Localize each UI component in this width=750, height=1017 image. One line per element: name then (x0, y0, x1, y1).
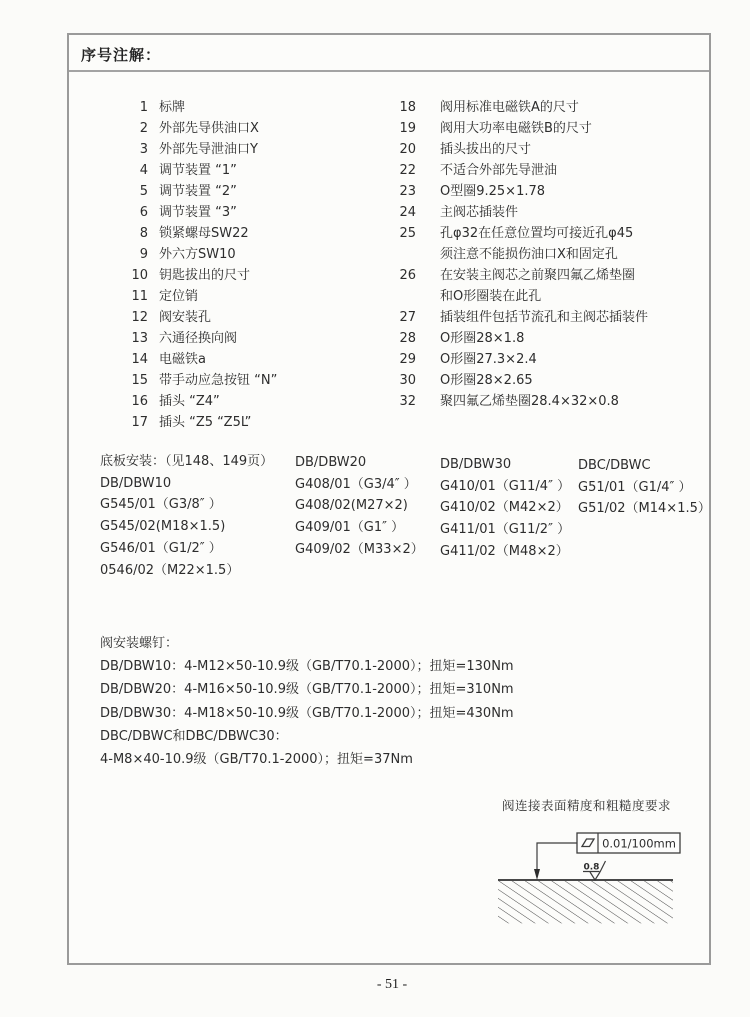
note-item (398, 118, 648, 139)
baseplate-line: G51/01（G1/4″ ） (578, 479, 692, 495)
note-text: 六通径换向阀 (159, 331, 238, 346)
note-text: 插头 “Z4” (159, 394, 220, 409)
note-item (122, 160, 277, 181)
baseplate-line: G411/01（G11/2″ ） (440, 522, 571, 538)
note-number: 3 (139, 142, 148, 157)
note-text: 不适合外部先导泄油 (440, 163, 558, 178)
note-item (122, 391, 277, 412)
note-item (398, 202, 648, 223)
note-text: 插头 “Z5 “Z5L” (159, 415, 252, 430)
baseplate-line: G546/01（G1/2″ ） (100, 540, 222, 556)
note-text: 阀用大功率电磁铁B的尺寸 (440, 121, 592, 136)
note-item (398, 160, 648, 181)
note-text: 标牌 (159, 100, 186, 115)
baseplate-line: G545/01（G3/8″ ） (100, 497, 222, 513)
note-number: 17 (131, 415, 148, 430)
screw-line: 4-M8×40-10.9级（GB/T70.1-2000）；扭矩=37Nm (100, 752, 413, 768)
leader-line (537, 843, 577, 875)
note-number: 10 (131, 268, 148, 283)
note-number: 28 (399, 331, 416, 346)
note-number: 20 (399, 142, 416, 157)
note-number: 13 (131, 331, 148, 346)
note-item (122, 139, 277, 160)
note-item (398, 139, 648, 160)
note-item (122, 349, 277, 370)
note-item (122, 265, 277, 286)
note-item (398, 286, 648, 307)
note-text: 外部先导泄油口Y (159, 142, 258, 157)
note-number: 11 (131, 289, 148, 304)
baseplate-line: G411/02（M48×2） (440, 543, 569, 559)
note-text: 带手动应急按钮 “N” (159, 373, 278, 388)
note-number: 14 (131, 352, 148, 367)
note-item (398, 97, 648, 118)
baseplate-line: 底板安装：（见148、149页） (100, 454, 274, 469)
note-number: 16 (131, 394, 148, 409)
note-text: 插装组件包括节流孔和主阀芯插装件 (440, 310, 649, 325)
note-item (122, 181, 277, 202)
note-number: 2 (139, 121, 148, 136)
screw-line: DBC/DBWC和DBC/DBWC30： (100, 728, 288, 744)
baseplate-column-db-dbw30 (440, 454, 570, 563)
note-number: 19 (399, 121, 416, 136)
note-text: 孔φ32在任意位置均可接近孔φ45 (440, 226, 634, 241)
note-number: 1 (139, 100, 148, 115)
screw-line: DB/DBW20：4-M16×50-10.9级（GB/T70.1-2000）；扭矩=310Nm (100, 682, 514, 698)
note-text: 钥匙拔出的尺寸 (159, 268, 251, 283)
note-number: 25 (399, 226, 416, 241)
surface-requirements-diagram (480, 815, 715, 930)
baseplate-column-db-dbw20 (295, 452, 424, 561)
note-number: 23 (399, 184, 416, 199)
note-text: 调节装置 “3” (159, 205, 237, 220)
note-number: 26 (399, 268, 416, 283)
note-number (398, 286, 416, 307)
note-text: 外部先导供油口X (159, 121, 259, 136)
page-title: 序号注解： (81, 46, 162, 64)
note-item (398, 328, 648, 349)
notes-right-column (398, 97, 648, 412)
note-number: 8 (139, 226, 148, 241)
flatness-tolerance-value: 0.01/100mm (602, 836, 676, 851)
screw-line: DB/DBW10：4-M12×50-10.9级（GB/T70.1-2000）；扭矩=130Nm (100, 659, 514, 675)
note-text: 主阀芯插装件 (440, 205, 519, 220)
note-text: O形圈28×2.65 (440, 373, 533, 388)
note-item (398, 223, 648, 244)
baseplate-line: G410/02（M42×2） (440, 500, 569, 516)
note-text: 调节装置 “2” (159, 184, 237, 199)
note-item (398, 244, 648, 265)
title-divider (69, 70, 709, 72)
content-frame (67, 33, 711, 965)
note-text: O型圈9.25×1.78 (440, 184, 546, 199)
hatched-surface (498, 881, 673, 924)
note-item (122, 97, 277, 118)
baseplate-line: G408/01（G3/4″ ） (295, 476, 417, 492)
note-item (398, 307, 648, 328)
screw-line: DB/DBW30：4-M18×50-10.9级（GB/T70.1-2000）；扭矩=430Nm (100, 705, 514, 721)
note-text: 须注意不能损伤油口X和固定孔 (440, 247, 618, 262)
note-number: 9 (139, 247, 148, 262)
note-text: 外六方SW10 (159, 247, 236, 262)
note-item (398, 370, 648, 391)
note-text: O形圈27.3×2.4 (440, 352, 537, 367)
baseplate-line: G410/01（G11/4″ ） (440, 478, 571, 494)
note-number: 24 (399, 205, 416, 220)
note-number: 5 (139, 184, 148, 199)
note-item (122, 412, 277, 433)
note-item (122, 244, 277, 265)
leader-arrowhead (534, 869, 540, 880)
note-text: 聚四氟乙烯垫圈28.4×32×0.8 (440, 394, 619, 409)
note-item (122, 328, 277, 349)
note-item (122, 202, 277, 223)
note-text: 调节装置 “1” (159, 163, 237, 178)
baseplate-column-dbc-dbwc (578, 455, 711, 520)
note-text: 定位销 (159, 289, 199, 304)
baseplate-line: DBC/DBWC (578, 458, 651, 473)
note-text: 锁紧螺母SW22 (159, 226, 249, 241)
baseplate-line: G545/02(M18×1.5) (100, 519, 226, 535)
note-item (122, 286, 277, 307)
note-item (398, 265, 648, 286)
note-number: 32 (399, 394, 416, 409)
note-number: 18 (399, 100, 416, 115)
note-item (122, 223, 277, 244)
note-item (398, 349, 648, 370)
note-text: 电磁铁a (159, 352, 206, 367)
page-number: - 51 - (376, 977, 408, 992)
note-item (122, 118, 277, 139)
note-number: 15 (131, 373, 148, 388)
note-text: 在安装主阀芯之前聚四氟乙烯垫圈 (440, 268, 636, 283)
note-number: 12 (131, 310, 148, 325)
note-number: 27 (399, 310, 416, 325)
diagram-title: 阀连接表面精度和粗糙度要求 (502, 798, 672, 813)
baseplate-line: G51/02（M14×1.5） (578, 501, 711, 517)
baseplate-column-db-dbw10 (100, 451, 273, 581)
note-number: 29 (399, 352, 416, 367)
note-item (122, 370, 277, 391)
screw-line: 阀安装螺钉： (100, 636, 179, 651)
note-text: 和O形圈装在此孔 (440, 289, 542, 304)
baseplate-line: G409/01（G1″ ） (295, 520, 405, 536)
note-item (122, 307, 277, 328)
note-number: 6 (139, 205, 148, 220)
note-text: 阀用标准电磁铁A的尺寸 (440, 100, 579, 115)
baseplate-line: DB/DBW10 (100, 475, 172, 491)
note-item (398, 181, 648, 202)
roughness-value: 0.8 (583, 862, 600, 873)
surface-roughness-icon (583, 861, 606, 880)
note-number (398, 244, 416, 265)
note-text: 插头拔出的尺寸 (440, 142, 532, 157)
baseplate-line: DB/DBW30 (440, 457, 512, 472)
flatness-frame (577, 833, 680, 853)
note-text: 阀安装孔 (159, 310, 212, 325)
note-number: 30 (399, 373, 416, 388)
baseplate-line: DB/DBW20 (295, 455, 367, 470)
baseplate-line: G408/02(M27×2) (295, 498, 408, 514)
valve-screws-block (100, 632, 514, 771)
note-number: 22 (399, 163, 416, 178)
note-text: O形圈28×1.8 (440, 331, 525, 346)
note-number: 4 (139, 163, 148, 178)
baseplate-line: 0546/02（M22×1.5） (100, 562, 240, 578)
notes-left-column (122, 97, 277, 433)
baseplate-line: G409/02（M33×2） (295, 541, 424, 557)
note-item (398, 391, 648, 412)
